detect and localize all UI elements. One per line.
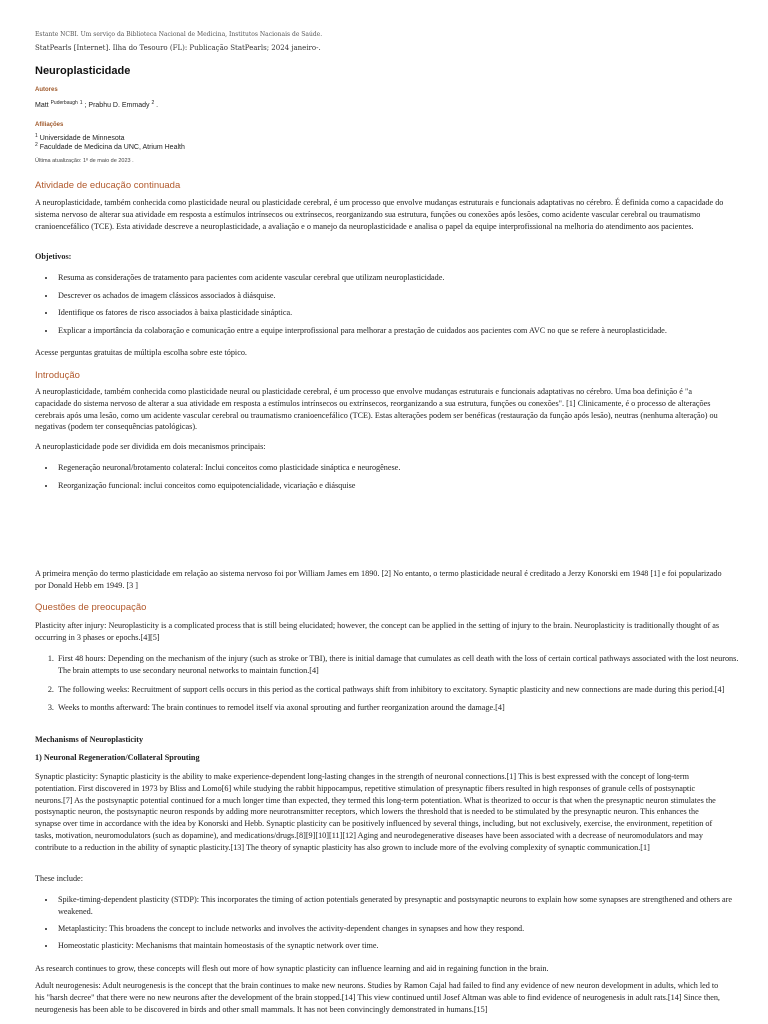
last-updated: Última atualização: 1º de maio de 2023 . [35, 158, 134, 164]
source-line-2: StatPearls [Internet]. Ilha do Tesouro (FL): Publicação StatPearls; 2024 janeiro-. [35, 44, 321, 52]
adult-neurogenesis-paragraph: Adult neurogenesis: Adult neurogenesis is the concept that the brain continues to make new neurons. Studies by Ramon Cajal had failed to find any evidence of new neuron development in adults, which led to his "harsh decree" that there were no new neurons after the development of the brain stopped.[14] This view continued until Josef Altman was able to find evidence of neurogenesis in adult rats.[14] Since then, neurogenesis has been able to be discovered in birds and other small mammals. It has not been convincingly demonstrated in humans.[15] [35, 981, 720, 1014]
page-title: Neuroplasticidade [35, 65, 131, 77]
list-item: 1. First 48 hours: Depending on the mechanism of the injury (such as stroke or TBI), there is initial damage that cumulates as cell death with the loss of certain cortical pathways associated with the lost neurons. The brain attempts to use secondary neuronal networks to maintain function.[4] [56, 653, 751, 677]
introduction-paragraph-3: A primeira menção do termo plasticidade em relação ao sistema nervoso foi por William James em 1890. [2] No entanto, o termo plasticidade neural é creditado a Jerzy Konorski em 1948 [1] e foi popularizado por Donald Hebb em 1949. [3 ] [35, 569, 722, 590]
list-item: 2. The following weeks: Recruitment of support cells occurs in this period as the cortical pathways shift from inhibitory to excitatory. Synaptic plasticity and new connections are made during this period.[4] [56, 684, 751, 696]
access-questions-link[interactable]: Acesse perguntas gratuitas de múltipla escolha sobre este tópico. [35, 348, 247, 357]
affiliation-2-number: 2 [35, 142, 38, 148]
introduction-paragraph-2: A neuroplasticidade pode ser dividida em dois mecanismos principais: [35, 442, 266, 451]
list-item: • Regeneração neuronal/brotamento colateral: Inclui conceitos como plasticidade sináptica e neurogênese. [56, 462, 751, 474]
authors-end: . [156, 102, 159, 109]
mechanisms-heading [35, 734, 725, 746]
affiliation-2 [35, 141, 725, 152]
section-heading-introduction: Introdução [35, 370, 80, 381]
list-item: • Spike-timing-dependent plasticity (STDP): This incorporates the timing of action potentials generated by presynaptic and postsynaptic neurons to explain how some synapses are strengthened and others are weakened. [56, 894, 751, 918]
list-item: • Metaplasticity: This broadens the concept to include networks and involves the activity-dependent changes in synapses and how they respond. [56, 923, 751, 935]
issues-paragraph-1: Plasticity after injury: Neuroplasticity is a complicated process that is still being elucidated; however, the concept can be applied in the setting of injury to the brain. Neuroplasticity is traditionally thought of as occurring in 3 phases or epochs.[4][5] [35, 621, 720, 642]
introduction-paragraph-1: A neuroplasticidade, também conhecida como plasticidade neural ou plasticidade cerebral, é um processo que envolve mudanças estruturais e funcionais adaptativas no cérebro. Uma boa definição é "a capacidade do sistema nervoso de alterar a sua atividade em resposta a estímulos intrínsecos ou extrínsecos, reorganizando a sua estrutura, funções ou conexões". [1] Clinicamente, é o processo de alterações cerebrais após uma lesão, como um acidente vascular cerebral ou traumatismo cranioencefálico (TCE). Estas alterações podem ser benéficas (restauração da função após lesão), neutras (nenhuma alteração) ou negativas (podem ter consequências patológicas). [35, 387, 718, 432]
plasticity-concepts-list [35, 894, 751, 952]
objectives-label-text: Objetivos: [35, 252, 72, 261]
synaptic-plasticity-paragraph: Synaptic plasticity: Synaptic plasticity is the ability to make experience-dependent long-lasting changes in the strength of neuronal connections.[1] This is best expressed with the concept of long-term potentiation. First discovered in 1973 by Bliss and Lomo[6] while studying the rabbit hippocampus, repetitive stimulation of presynaptic fibers resulted in high responses of granule cells of postsynaptic neurons.[7] As the postsynaptic potential continued for a much longer time than expected, they termed this long-term potentiation. What is theorized to occur is that when the presynaptic neuron stimulates the postsynaptic neuron, the postsynaptic neuron responds by adding more neurotransmitter receptors, which lowers the threshold that is needed to be stimulated by the presynaptic neuron. This enhances the synapse over time in accordance with the idea by Konorski and Hebb. Synaptic plasticity can be positively influenced by several things, including, but not exclusively, exercise, the environment, repetition of tasks, motivation, neuromodulators (such as dopamine), and medications/drugs.[8][9][10][11][12] Aging and neurodegenerative diseases have been associated with a decrease of neuromodulators and may contribute to a reduction in the ability of synaptic plasticity.[13] The theory of synaptic plasticity has also grown to include more of the evolving complexity of synaptic communication.[1] [35, 772, 716, 852]
affiliation-1-text: Universidade de Minnesota [39, 135, 125, 142]
objectives-list [35, 272, 751, 337]
source-line-1: Estante NCBI. Um serviço da Biblioteca Nacional de Medicina, Institutos Nacionais de Saúde. [35, 31, 323, 38]
affiliation-1-number: 1 [35, 133, 38, 139]
affiliation-2-text: Faculdade de Medicina da UNC, Atrium Health [39, 144, 185, 151]
affiliations-label: Afiliações [35, 122, 64, 128]
these-include-text: These include: [35, 874, 83, 883]
research-paragraph: As research continues to grow, these concepts will flesh out more of how synaptic plasticity can influence learning and aid in regaining function in the brain. [35, 964, 549, 973]
list-item: • Descrever os achados de imagem clássicos associados à diásquise. [56, 290, 751, 302]
section-heading-continuing-education: Atividade de educação continuada [35, 180, 181, 191]
list-item: • Resuma as considerações de tratamento para pacientes com acidente vascular cerebral que utilizam neuroplasticidade. [56, 272, 751, 284]
author-1-affiliation-number: 1 [79, 100, 83, 106]
section-heading-issues-of-concern: Questões de preocupação [35, 602, 147, 613]
author-1-superscript: Puderbaugh [50, 100, 78, 106]
author-2-name[interactable]: ; Prabhu D. Emmady [84, 102, 150, 109]
mechanisms-list [35, 462, 751, 492]
list-item: • Homeostatic plasticity: Mechanisms that maintain homeostasis of the synaptic network over time. [56, 940, 751, 952]
authors-label: Autores [35, 87, 58, 93]
mechanisms-heading-text: Mechanisms of Neuroplasticity [35, 735, 144, 744]
continuing-education-paragraph: A neuroplasticidade, também conhecida como plasticidade neural ou plasticidade cerebral, é um processo que envolve mudanças estruturais e funcionais adaptativas no cérebro. É definida como a capacidade do sistema nervoso de alterar sua atividade em resposta a estímulos intrínsecos ou extrínsecos, reorganizando sua estrutura, funções ou conexões após lesões, como acidente vascular cerebral ou traumatismo cranioencefálico (TCE). Esta atividade descreve a neuroplasticidade, a avaliação e o manejo da neuroplasticidade e analisa o papel da equipe interprofissional na melhoria do atendimento aos pacientes. [35, 198, 724, 231]
author-2-affiliation-number: 2 [151, 100, 155, 106]
author-1-name[interactable]: Matt [35, 102, 49, 109]
list-item: • Identifique os fatores de risco associados à baixa plasticidade sináptica. [56, 307, 751, 319]
list-item: • Reorganização funcional: inclui conceitos como equipotencialidade, vicariação e diásquise [56, 480, 751, 492]
objectives-label [35, 251, 725, 263]
list-item: 3. Weeks to months afterward: The brain continues to remodel itself via axonal sprouting and further reorganization around the damage.[4] [56, 702, 751, 714]
regeneration-subheading-text: 1) Neuronal Regeneration/Collateral Sprouting [35, 753, 200, 762]
phases-list [35, 653, 751, 714]
regeneration-subheading [35, 752, 725, 764]
list-item: • Explicar a importância da colaboração e comunicação entre a equipe interprofissional para melhorar a prestação de cuidados aos pacientes com AVC no que se refere à neuroplasticidade. [56, 325, 751, 337]
authors-line [35, 99, 725, 110]
